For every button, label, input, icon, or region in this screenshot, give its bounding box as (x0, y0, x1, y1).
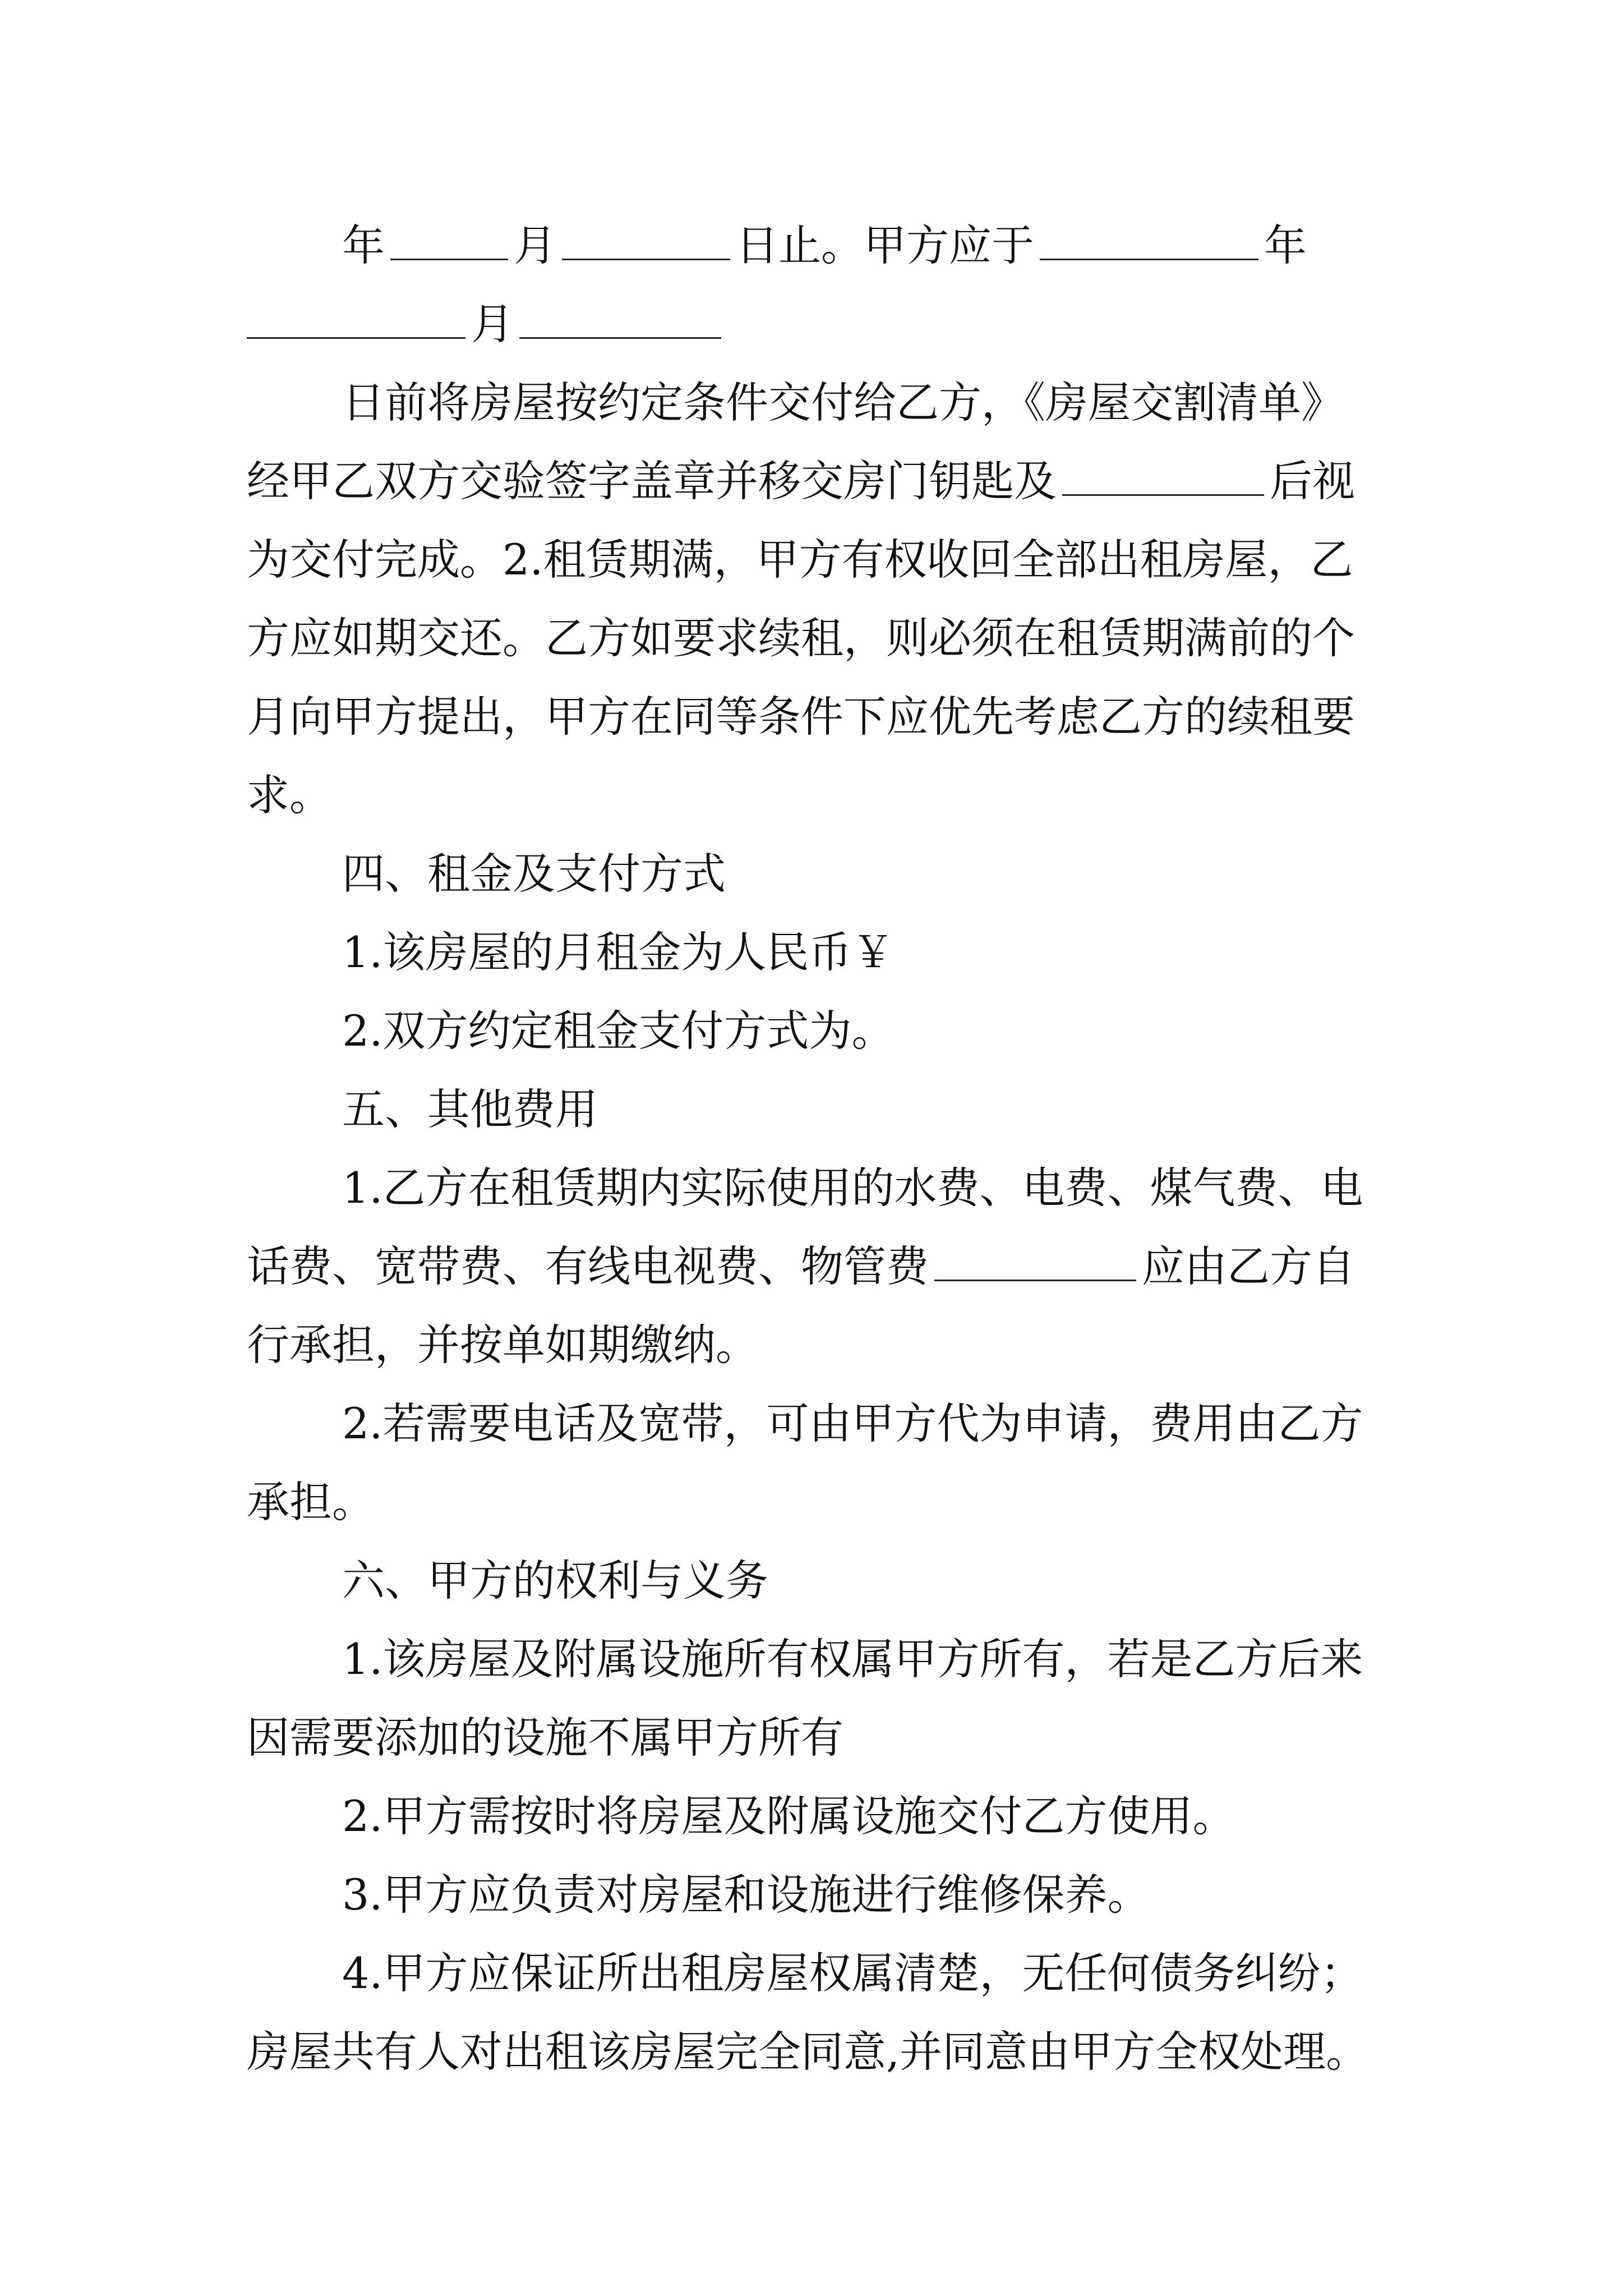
text-line-17: 承担。 (247, 1477, 375, 1527)
text-line-14 (247, 1226, 1355, 1307)
text-line-22: 3.甲方应负责对房屋和设施进行维修保养。 (342, 1870, 1150, 1920)
text-segment: 应由乙方自 (1142, 1241, 1355, 1291)
text-line-4 (247, 440, 1355, 522)
text-line-16: 2.若需要电话及宽带，可由甲方代为申请，费用由乙方 (342, 1398, 1363, 1448)
text-segment: 年 (1264, 220, 1307, 270)
text-line-3: 日前将房屋按约定条件交付给乙方，《房屋交割清单》 (342, 378, 1344, 427)
text-line-2 (247, 283, 727, 365)
text-segment: 后视 (1270, 456, 1355, 506)
text-line-21: 2.甲方需按时将房屋及附属设施交付乙方使用。 (342, 1791, 1235, 1841)
text-segment: 月 (514, 220, 556, 270)
blank-field (390, 224, 508, 260)
section-heading-4: 四、租金及支付方式 (342, 849, 726, 899)
text-segment: 月 (471, 299, 514, 349)
text-line-20: 因需要添加的设施不属甲方所有 (247, 1713, 843, 1763)
text-line-15: 行承担，并按单如期缴纳。 (247, 1320, 758, 1370)
blank-field (1062, 459, 1264, 496)
text-line-11: 2.双方约定租金支付方式为。 (342, 1006, 895, 1056)
text-line-7: 月向甲方提出，甲方在同等条件下应优先考虑乙方的续租要 (247, 692, 1355, 742)
text-line-10: 1.该房屋的月租金为人民币￥ (342, 927, 895, 977)
blank-field (247, 302, 465, 339)
text-line-8: 求。 (247, 770, 332, 820)
blank-field (562, 224, 730, 260)
text-line-19: 1.该房屋及附属设施所有权属甲方所有，若是乙方后来 (342, 1634, 1363, 1684)
text-line-23: 4.甲方应保证所出租房屋权属清楚，无任何债务纠纷； (342, 1948, 1363, 1998)
text-segment: 经甲乙双方交验签字盖章并移交房门钥匙及 (247, 456, 1057, 506)
blank-field (519, 302, 721, 339)
text-line-5: 为交付完成。2.租赁期满，甲方有权收回全部出租房屋，乙 (247, 535, 1353, 585)
text-line-1 (342, 205, 1307, 286)
text-segment: 年 (342, 220, 385, 270)
section-heading-6: 六、甲方的权利与义务 (342, 1556, 768, 1605)
section-heading-5: 五、其他费用 (342, 1084, 598, 1134)
text-segment: 日止。甲方应于 (736, 220, 1034, 270)
blank-field (934, 1245, 1136, 1281)
text-segment: 话费、宽带费、有线电视费、物管费 (247, 1241, 929, 1291)
text-line-6: 方应如期交还。乙方如要求续租，则必须在租赁期满前的个 (247, 613, 1355, 663)
text-line-24: 房屋共有人对出租该房屋完全同意,并同意由甲方全权处理。 (247, 2027, 1369, 2077)
blank-field (1040, 224, 1258, 260)
text-line-13: 1.乙方在租赁期内实际使用的水费、电费、煤气费、电 (342, 1163, 1363, 1213)
